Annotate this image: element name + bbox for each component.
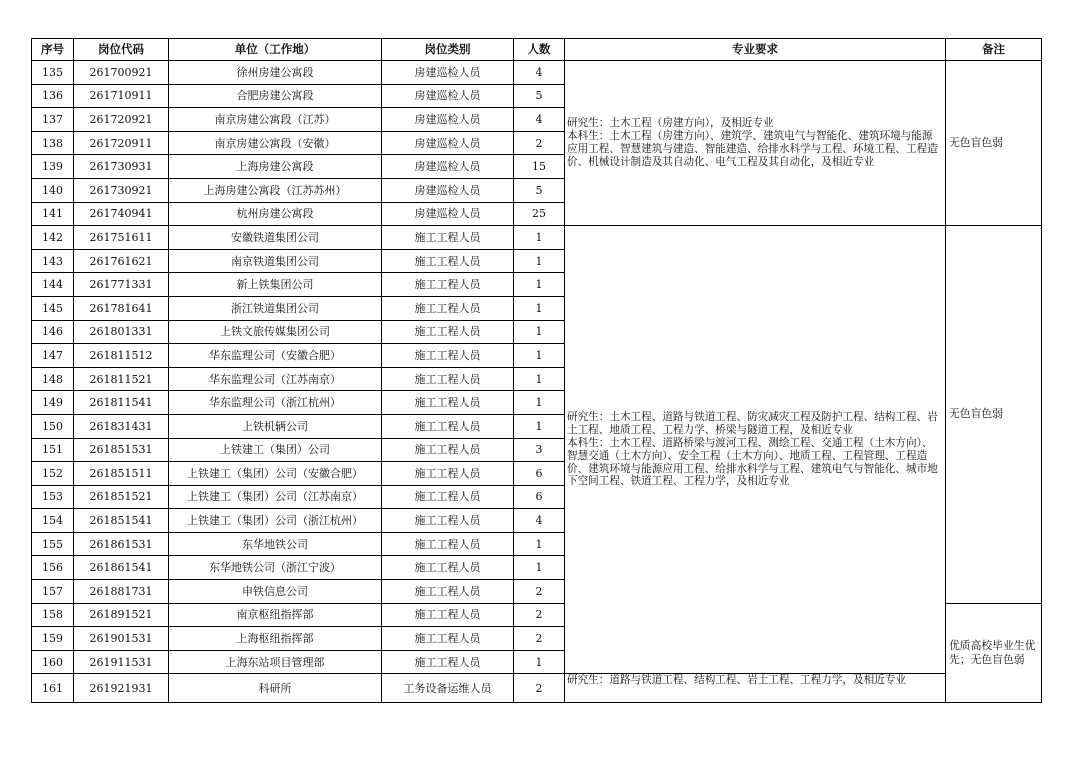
row-code: 261911531 [74,650,169,674]
row-category: 施工工程人员 [382,509,514,533]
row-code: 261710911 [74,84,169,108]
row-unit: 南京房建公寓段（安徽） [169,131,382,155]
row-no: 135 [32,61,74,85]
row-category: 房建巡检人员 [382,84,514,108]
row-no: 156 [32,556,74,580]
row-count: 1 [514,296,565,320]
row-category: 施工工程人员 [382,438,514,462]
row-no: 147 [32,344,74,368]
row-category: 房建巡检人员 [382,108,514,132]
row-no: 140 [32,178,74,202]
row-category: 施工工程人员 [382,414,514,438]
row-unit: 东华地铁公司（浙江宁波） [169,556,382,580]
row-code: 261720921 [74,108,169,132]
row-count: 1 [514,320,565,344]
row-code: 261761621 [74,249,169,273]
table-row [32,61,1042,85]
row-no: 138 [32,131,74,155]
row-no: 150 [32,414,74,438]
row-no: 154 [32,509,74,533]
row-no: 157 [32,580,74,604]
row-no: 159 [32,627,74,651]
row-no: 141 [32,202,74,226]
row-code: 261730931 [74,155,169,179]
row-no: 153 [32,485,74,509]
row-no: 152 [32,462,74,486]
row-category: 房建巡检人员 [382,155,514,179]
row-count: 1 [514,344,565,368]
header-category: 岗位类别 [382,39,514,61]
row-unit: 徐州房建公寓段 [169,61,382,85]
row-count: 1 [514,532,565,556]
row-unit: 上海东站项目管理部 [169,650,382,674]
header-code: 岗位代码 [74,39,169,61]
row-count: 5 [514,84,565,108]
row-unit: 新上铁集团公司 [169,273,382,297]
row-count: 1 [514,650,565,674]
row-code: 261811541 [74,391,169,415]
row-unit: 上铁建工（集团）公司（江苏南京） [169,485,382,509]
row-unit: 上海房建公寓段 [169,155,382,179]
requirements-cell: 研究生：道路与铁道工程、结构工程、岩土工程、工程力学，及相近专业 [565,674,946,703]
row-code: 261811521 [74,367,169,391]
row-no: 146 [32,320,74,344]
row-unit: 南京铁道集团公司 [169,249,382,273]
header-unit: 单位（工作地） [169,39,382,61]
row-code: 261730921 [74,178,169,202]
row-category: 施工工程人员 [382,320,514,344]
row-code: 261720911 [74,131,169,155]
row-unit: 上海房建公寓段（江苏苏州） [169,178,382,202]
row-code: 261901531 [74,627,169,651]
row-no: 148 [32,367,74,391]
row-no: 155 [32,532,74,556]
row-count: 25 [514,202,565,226]
row-count: 2 [514,603,565,627]
row-unit: 科研所 [169,674,382,703]
row-category: 施工工程人员 [382,556,514,580]
row-count: 6 [514,485,565,509]
row-count: 2 [514,674,565,703]
row-unit: 安徽铁道集团公司 [169,226,382,250]
row-count: 1 [514,414,565,438]
row-unit: 上铁建工（集团）公司 [169,438,382,462]
row-count: 1 [514,249,565,273]
requirements-cell: 研究生：土木工程（房建方向），及相近专业 本科生：土木工程（房建方向）、建筑学、建筑电气与智能化、建筑环境与能源应用工程、智慧建筑与建造、智能建造、给排水科学与工程、环境工程、工程造价、机械设计制造及其自动化、电气工程及其自动化，及相近专业 [565,61,946,226]
header-count: 人数 [514,39,565,61]
row-unit: 合肥房建公寓段 [169,84,382,108]
header-notes: 备注 [946,39,1042,61]
row-unit: 上铁机辆公司 [169,414,382,438]
table-row [32,226,1042,250]
row-category: 施工工程人员 [382,367,514,391]
row-category: 施工工程人员 [382,226,514,250]
row-category: 施工工程人员 [382,391,514,415]
header-requirements: 专业要求 [565,39,946,61]
notes-cell: 优质高校毕业生优先；无色盲色弱 [946,603,1042,703]
row-category: 房建巡检人员 [382,178,514,202]
row-no: 151 [32,438,74,462]
row-count: 2 [514,580,565,604]
row-code: 261861531 [74,532,169,556]
row-count: 4 [514,108,565,132]
row-count: 4 [514,61,565,85]
row-no: 160 [32,650,74,674]
row-unit: 上铁文旅传媒集团公司 [169,320,382,344]
row-unit: 浙江铁道集团公司 [169,296,382,320]
row-code: 261751611 [74,226,169,250]
header-no: 序号 [32,39,74,61]
row-code: 261771331 [74,273,169,297]
row-unit: 华东监理公司（江苏南京） [169,367,382,391]
row-unit: 东华地铁公司 [169,532,382,556]
row-count: 1 [514,367,565,391]
row-category: 房建巡检人员 [382,131,514,155]
row-category: 施工工程人员 [382,627,514,651]
row-category: 施工工程人员 [382,462,514,486]
row-count: 1 [514,273,565,297]
row-unit: 上铁建工（集团）公司（安徽合肥） [169,462,382,486]
row-no: 143 [32,249,74,273]
row-code: 261851541 [74,509,169,533]
notes-cell: 无色盲色弱 [946,226,1042,604]
row-code: 261781641 [74,296,169,320]
row-category: 施工工程人员 [382,296,514,320]
row-unit: 华东监理公司（安徽合肥） [169,344,382,368]
row-count: 1 [514,391,565,415]
row-category: 工务设备运维人员 [382,674,514,703]
row-unit: 南京枢纽指挥部 [169,603,382,627]
row-code: 261831431 [74,414,169,438]
row-code: 261740941 [74,202,169,226]
row-code: 261891521 [74,603,169,627]
row-unit: 上铁建工（集团）公司（浙江杭州） [169,509,382,533]
row-code: 261861541 [74,556,169,580]
header-row [32,39,1042,61]
table-row [32,674,1042,703]
row-count: 3 [514,438,565,462]
row-category: 施工工程人员 [382,273,514,297]
row-unit: 华东监理公司（浙江杭州） [169,391,382,415]
row-category: 施工工程人员 [382,603,514,627]
row-unit: 杭州房建公寓段 [169,202,382,226]
row-no: 145 [32,296,74,320]
row-code: 261851511 [74,462,169,486]
row-no: 144 [32,273,74,297]
row-code: 261851521 [74,485,169,509]
row-no: 158 [32,603,74,627]
row-category: 施工工程人员 [382,249,514,273]
row-count: 2 [514,627,565,651]
notes-cell: 无色盲色弱 [946,61,1042,226]
row-count: 1 [514,226,565,250]
row-code: 261700921 [74,61,169,85]
row-count: 15 [514,155,565,179]
row-category: 施工工程人员 [382,344,514,368]
row-count: 4 [514,509,565,533]
row-unit: 申铁信息公司 [169,580,382,604]
row-count: 1 [514,556,565,580]
row-no: 136 [32,84,74,108]
row-no: 149 [32,391,74,415]
row-no: 139 [32,155,74,179]
row-code: 261801331 [74,320,169,344]
row-code: 261921931 [74,674,169,703]
row-no: 142 [32,226,74,250]
row-no: 137 [32,108,74,132]
requirements-cell: 研究生：土木工程、道路与铁道工程、防灾减灾工程及防护工程、结构工程、岩土工程、地质工程、工程力学、桥梁与隧道工程，及相近专业 本科生：土木工程、道路桥梁与渡河工程、测绘工程、交通工程（土木方向）、智慧交通（土木方向）、安全工程（土木方向）、地质工程、工程管理、工程造价、建筑环境与能源应用工程、给排水科学与工程、建筑电气与智能化、城市地下空间工程、铁道工程、工程力学，及相近专业 [565,226,946,674]
row-unit: 南京房建公寓段（江苏） [169,108,382,132]
row-no: 161 [32,674,74,703]
row-category: 房建巡检人员 [382,61,514,85]
job-positions-table [31,38,1042,703]
row-category: 房建巡检人员 [382,202,514,226]
row-count: 6 [514,462,565,486]
row-unit: 上海枢纽指挥部 [169,627,382,651]
row-category: 施工工程人员 [382,532,514,556]
row-category: 施工工程人员 [382,485,514,509]
row-count: 2 [514,131,565,155]
row-count: 5 [514,178,565,202]
row-code: 261881731 [74,580,169,604]
row-category: 施工工程人员 [382,650,514,674]
row-code: 261851531 [74,438,169,462]
row-code: 261811512 [74,344,169,368]
row-category: 施工工程人员 [382,580,514,604]
